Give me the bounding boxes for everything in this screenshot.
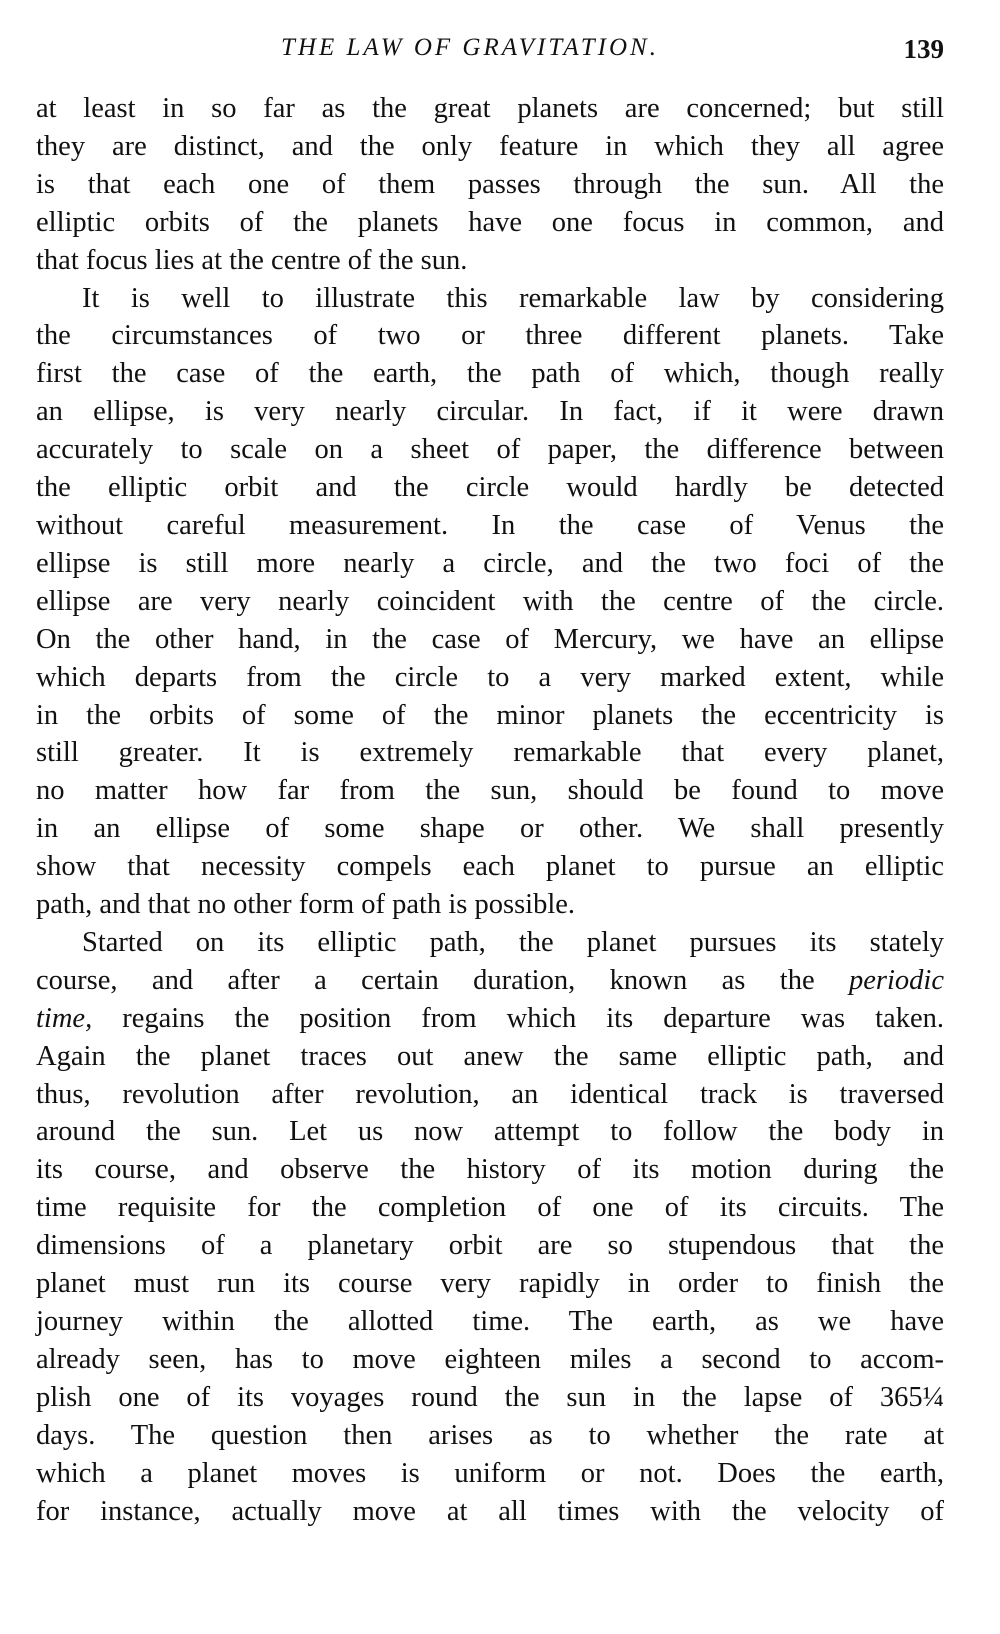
text-line: the elliptic orbit and the circle would hardly be detected: [36, 472, 944, 504]
text-line: already seen, has to move eighteen miles a second to accom-: [36, 1343, 944, 1375]
text-line: in the orbits of some of the minor planets the eccentricity is: [36, 699, 944, 731]
text-line: the circumstances of two or three different planets. Take: [36, 320, 944, 352]
paragraph-3: [36, 924, 944, 1531]
text-line: still greater. It is extremely remarkable that every planet,: [36, 737, 944, 769]
text-line: which a planet moves is uniform or not. Does the earth,: [36, 1457, 944, 1489]
text-line: elliptic orbits of the planets have one focus in common, and: [36, 206, 944, 238]
text-line: in an ellipse of some shape or other. We shall presently: [36, 813, 944, 845]
text-line: for instance, actually move at all times with the velocity of: [36, 1495, 944, 1527]
text-line: planet must run its course very rapidly in order to finish the: [36, 1268, 944, 1300]
text-line: path, and that no other form of path is possible.: [36, 889, 576, 921]
text-line: they are distinct, and the only feature in which they all agree: [36, 130, 944, 162]
text-line: accurately to scale on a sheet of paper, the difference between: [36, 434, 944, 466]
running-title: THE LAW OF GRAVITATION.: [281, 34, 659, 61]
text-line: Started on its elliptic path, the planet pursues its stately: [82, 926, 944, 958]
text-line: ellipse are very nearly coincident with the centre of the circle.: [36, 585, 944, 617]
book-page: [36, 28, 944, 1530]
text-line: [36, 1000, 944, 1038]
text-line: It is well to illustrate this remarkable law by considering: [82, 282, 944, 314]
text-run: regains the position from which its departure was taken.: [92, 1002, 944, 1034]
text-line: without careful measurement. In the case of Venus the: [36, 509, 944, 541]
running-header: [36, 28, 944, 68]
text-line: at least in so far as the great planets are concerned; but still: [36, 93, 944, 124]
text-line: which departs from the circle to a very marked extent, while: [36, 661, 944, 693]
text-line: is that each one of them passes through the sun. All the: [36, 168, 944, 200]
paragraph-2: [36, 280, 944, 924]
text-line: journey within the allotted time. The earth, as we have: [36, 1306, 944, 1337]
italic-term: periodic: [849, 964, 944, 996]
text-line: Again the planet traces out anew the same elliptic path, and: [36, 1040, 944, 1072]
text-line: time requisite for the completion of one of its circuits. The: [36, 1192, 944, 1224]
text-line: plish one of its voyages round the sun in the lapse of 365¼: [36, 1381, 944, 1413]
text-line: first the case of the earth, the path of which, though really: [36, 358, 944, 390]
text-line: On the other hand, in the case of Mercury, we have an ellipse: [36, 623, 944, 655]
text-line: ellipse is still more nearly a circle, and the two foci of the: [36, 547, 944, 579]
text-line: days. The question then arises as to whether the rate at: [36, 1419, 944, 1451]
text-run: course, and after a certain duration, known as the: [36, 964, 850, 996]
paragraph-1: [36, 90, 944, 280]
italic-term: time,: [36, 1002, 93, 1034]
text-line: [36, 962, 944, 1000]
text-line: thus, revolution after revolution, an identical track is traversed: [36, 1078, 944, 1110]
text-line: its course, and observe the history of its motion during the: [36, 1154, 944, 1186]
text-line: that focus lies at the centre of the sun.: [36, 244, 468, 276]
text-line: dimensions of a planetary orbit are so stupendous that the: [36, 1230, 944, 1262]
text-line: show that necessity compels each planet to pursue an elliptic: [36, 851, 944, 883]
text-line: no matter how far from the sun, should be found to move: [36, 775, 944, 807]
page-number: 139: [903, 34, 944, 64]
text-line: an ellipse, is very nearly circular. In fact, if it were drawn: [36, 396, 944, 428]
text-line: around the sun. Let us now attempt to follow the body in: [36, 1116, 944, 1148]
